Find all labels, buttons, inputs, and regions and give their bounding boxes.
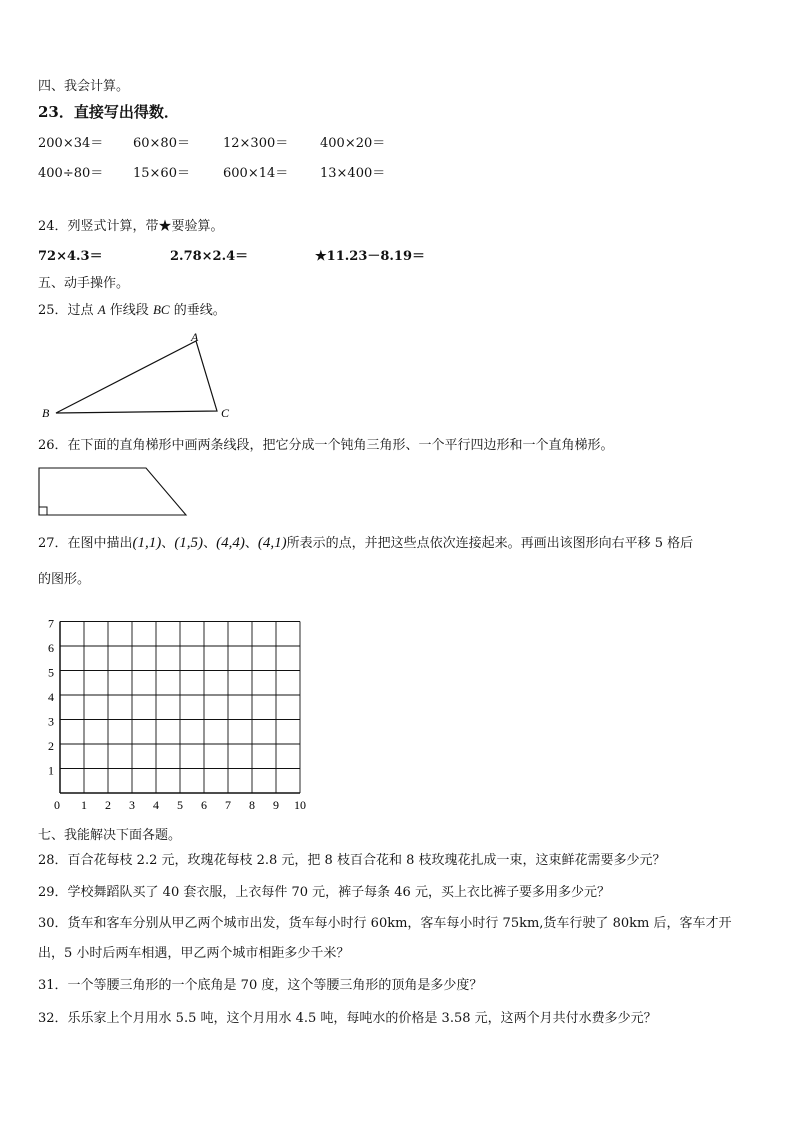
q27-start: 27．在图中描出: [38, 536, 133, 551]
q26-trapezoid-figure: [36, 462, 196, 522]
right-trapezoid: [39, 468, 186, 515]
y-tick-label: 6: [48, 641, 54, 655]
label-a: A: [191, 330, 199, 344]
q23-r1-c4: 400×20＝: [320, 136, 386, 151]
x-tick-label: 4: [153, 798, 159, 812]
label-b: B: [42, 406, 50, 420]
q30-question-line-2: 出，5 小时后两车相遇，甲乙两个城市相距多少千米？: [38, 946, 350, 961]
q24-item-2: 2.78×2.4＝: [170, 249, 249, 264]
q25-triangle-figure: [30, 328, 240, 423]
q32-question: 32．乐乐家上个月用水 5.5 吨，这个月用水 4.5 吨，每吨水的价格是 3.58 元，这两个月共付水费多少元？: [38, 1011, 657, 1026]
q23-r1-c3: 12×300＝: [223, 136, 289, 151]
q25-point: A: [97, 302, 106, 317]
x-tick-label: 9: [273, 798, 279, 812]
y-tick-label: 2: [48, 739, 54, 753]
q24-label: 24．列竖式计算，带★要验算。: [38, 219, 224, 234]
coordinate-grid: [38, 610, 318, 815]
q27-point-1: (1,1): [132, 535, 162, 551]
x-tick-label: 5: [177, 798, 183, 812]
q23-r1-c2: 60×80＝: [133, 136, 190, 151]
x-tick-label: 8: [249, 798, 255, 812]
q23-r2-c3: 600×14＝: [223, 166, 289, 181]
x-tick-label: 0: [54, 798, 60, 812]
q23-r1-c1: 200×34＝: [38, 136, 104, 151]
y-tick-label: 3: [48, 714, 54, 729]
section-5-title: 五、动手操作。: [38, 276, 130, 291]
x-tick-label: 10: [294, 798, 306, 812]
q24-item-1: 72×4.3＝: [38, 249, 103, 264]
q27-question-line-1: [38, 535, 693, 552]
q29-question: 29．学校舞蹈队买了 40 套衣服，上衣每件 70 元，裤子每条 46 元，买上衣比裤子要多用多少元？: [38, 885, 610, 900]
y-tick-label: 1: [48, 763, 54, 778]
q31-question: 31．一个等腰三角形的一个底角是 70 度，这个等腰三角形的顶角是多少度？: [38, 978, 483, 993]
q23-r2-c1: 400÷80＝: [38, 166, 104, 181]
x-tick-label: 2: [105, 798, 111, 812]
q23-r2-c4: 13×400＝: [320, 166, 386, 181]
q27-point-2: (1,5): [174, 535, 204, 551]
q25-suffix: 的垂线。: [173, 303, 226, 318]
q27-point-3: (4,4): [216, 535, 245, 551]
q25-question: [38, 302, 226, 319]
q25-segment: BC: [152, 302, 170, 317]
q27-end: 所表示的点，并把这些点依次连接起来。再画出该图形向右平移 5 格后: [286, 536, 694, 551]
q23-label: 23．直接写出得数．: [38, 103, 179, 121]
section-7-title: 七、我能解决下面各题。: [38, 828, 182, 843]
y-tick-label: 5: [48, 665, 54, 680]
x-tick-label: 3: [129, 798, 135, 812]
section-4-title: 四、我会计算。: [38, 79, 130, 94]
q27-sep-3: 、: [244, 536, 258, 551]
x-tick-label: 7: [225, 798, 231, 812]
q24-item-3: ★11.23－8.19＝: [315, 249, 426, 264]
x-tick-label: 1: [81, 798, 87, 812]
q27-question-line-2: 的图形。: [38, 572, 91, 587]
y-tick-label: 7: [48, 616, 54, 631]
q27-sep-2: 、: [203, 536, 217, 551]
triangle-abc: [56, 341, 217, 413]
q25-middle: 作线段: [109, 303, 149, 318]
q26-question: 26．在下面的直角梯形中画两条线段，把它分成一个钝角三角形、一个平行四边形和一个直角梯形。: [38, 438, 614, 453]
right-angle-mark: [39, 507, 47, 515]
y-tick-label: 4: [48, 690, 54, 704]
q23-r2-c2: 15×60＝: [133, 166, 190, 181]
x-tick-label: 6: [201, 798, 207, 812]
label-c: C: [221, 406, 230, 420]
q27-point-4: (4,1): [257, 535, 287, 551]
q30-question-line-1: 30．货车和客车分别从甲乙两个城市出发，货车每小时行 60km，客车每小时行 75km,货车行驶了 80km 后，客车才开: [38, 916, 732, 931]
q27-sep-1: 、: [161, 536, 175, 551]
q25-prefix: 25．过点: [38, 303, 94, 318]
q28-question: 28．百合花每枝 2.2 元，玫瑰花每枝 2.8 元，把 8 枝百合花和 8 枝玫瑰花扎成一束，这束鲜花需要多少元？: [38, 853, 666, 868]
